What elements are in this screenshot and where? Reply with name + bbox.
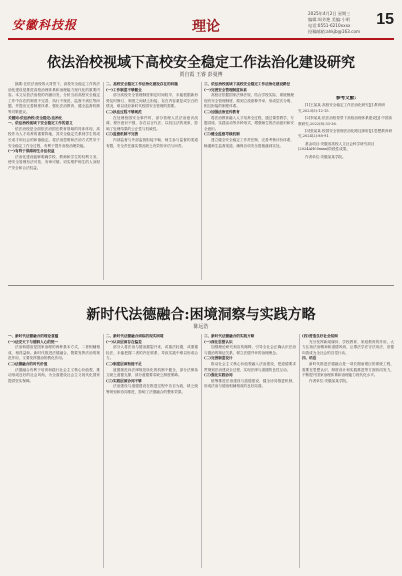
paragraph: 加强理论研究和宣传阐释，引导全社会正确认识法治与德治的辩证关系，树立法德并举的治理理念。 (204, 345, 296, 355)
paragraph: 推动社会主义核心价值观融入法治建设，把道德要求贯彻到法治建设全过程，实现法律与道德的良性互动。 (204, 361, 296, 372)
article2-column-2 (106, 334, 198, 570)
section-title: 理论 (192, 19, 220, 35)
section-heading: (一)法安天下与德润人心的统一 (8, 339, 59, 344)
section-heading: (一)深化思想认识 (204, 339, 233, 344)
reference-item: [2]李某某.依法治校背景下高校治理体系建设[J].中国高教研究,2022(8):33-36. (298, 116, 393, 126)
article1-column-3 (204, 82, 294, 282)
paragraph: 充分发挥新闻媒体、学校教育、家庭教育的作用，大力弘扬法治精神和道德风尚，让尊法学法守法用法、崇德向善成为全社会的自觉行动。 (302, 339, 394, 355)
header-rule (8, 38, 394, 40)
section-heading: (三)强化实践协同 (204, 373, 233, 378)
column-divider (299, 334, 300, 568)
references-sidebar (298, 96, 394, 276)
article1-column-1 (8, 82, 100, 282)
article2-title: 新时代法德融合:困境洞察与实践方略 (86, 307, 316, 323)
section-heading: (三)监督机制不完善 (106, 132, 139, 137)
paragraph: 关键词:依法治校;安全稳定;法治化 (8, 115, 63, 120)
section-heading: 三、依法治校视域下高校安全稳定工作法治化建设路径 (204, 82, 291, 86)
section-heading: 二、新时代法德融合面临的现实困境 (106, 334, 164, 338)
section-heading: (二)完善制度设计 (204, 356, 233, 361)
paragraph: 道德规范向法律规范转化的机制不健全，部分法律条文缺乏道德支撑，部分道德要求缺乏制度保障。 (106, 367, 198, 378)
paragraph: 摘要:在依法治校的大背景下，高校安全稳定工作的法治化建设是推进高校治理体系和治理能力现代化的重要内容。本文从依法治校的内涵出发，分析当前高校安全稳定工作中存在的制度不完善、执行不规范、监督不到位等问题，并提出完善制度体系、强化法治教育、健全监督机制等对策建议。 (8, 82, 100, 114)
issue-info (308, 11, 370, 35)
paragraph: 法治建设与道德建设在推进过程中各自为政，缺乏统筹规划和协同推进，影响了法德融合的整体效果。 (106, 384, 198, 394)
issue-date: 2025年4月2日 星期三 (308, 11, 351, 16)
section-heading: (四)营造良好社会氛围 (302, 334, 338, 338)
section-heading: (一)完善安全管理制度体系 (204, 87, 247, 92)
section-heading: 一、依法治校视域下安全稳定工作的意义 (8, 121, 73, 126)
section-heading: (二)执法过程不够规范 (106, 109, 142, 114)
phone-line: 电话:0551-6210xxxx (308, 23, 351, 28)
author-affiliation: 作者单位:安徽某某学院。 (309, 378, 350, 383)
article2-column-4 (302, 334, 394, 570)
paragraph: 新时代推进法德融合是一项长期而艰巨的系统工程，需要在思想认识、制度设计和实践推进等方面协同发力，不断提升国家治理体系和治理能力现代化水平。 (302, 361, 394, 378)
section-heading: (一)有利于保障师生合法权益 (8, 149, 55, 154)
reference-item: [1]王某某.高校安全稳定工作法治化研究[J].教育研究,2023(5):12-15. (298, 103, 385, 113)
article1-title: 依法治校视域下高校安全稳定工作法治化建设研究 (47, 55, 355, 71)
article2-column-1 (8, 334, 100, 570)
column-divider (103, 82, 104, 280)
section-heading: (二)制度层面衔接不足 (106, 361, 142, 366)
column-divider (201, 82, 202, 280)
paragraph: 高校应依据国家法律法规，结合学校实际，系统梳理现有安全管理制度，做到立改废释并举，形成层次分明、相互衔接的制度体系。 (204, 93, 294, 109)
paragraph: 部分人将法治与德治割裂开来，或重法轻德，或重德轻法，未能把握二者的内在联系，导致实践中难以形成合力。 (106, 345, 198, 361)
section-heading: 一、新时代法德融合的理论意蕴 (8, 334, 59, 338)
newspaper-logo: 安徽科技报 (12, 18, 78, 32)
section-heading: 四、结语 (302, 356, 317, 361)
section-heading: (一)工作制度不够健全 (106, 87, 142, 92)
article2-column-3 (204, 334, 296, 570)
paragraph: 在处理校园安全事件时，部分管理人员法治意识淡薄，程序意识不强，存在以言代法、以权压法的现象，影响了处理结果的公正性与权威性。 (106, 115, 198, 131)
paragraph: 法治化建设能够明确学校、教师和学生的权利义务，使安全管理有法可依、有章可循，切实维护师生的人身财产安全和合法权益。 (8, 154, 100, 170)
section-heading: (二)加强法治宣传教育 (204, 109, 240, 114)
article1-byline: 贾自霞 王睿 彭曼博 (179, 72, 223, 78)
paragraph: 法德融合有利于培育和践行社会主义核心价值观，推动形成良好的社会风尚，为全面建设社会主义现代化国家提供坚实保障。 (8, 367, 100, 383)
section-heading: (三)实践层面协同不够 (106, 378, 142, 383)
paragraph: 建立健全安全稳定工作责任制，完善考核评价体系，畅通师生监督渠道，确保各项安全措施落到实处。 (204, 137, 294, 148)
references-label: 参考文献: (335, 96, 357, 101)
article1-column-2 (106, 82, 198, 282)
paragraph: 统筹推进法治建设与道德建设，健全协同推进机制，形成法治与德治相辅相成的良好局面。 (204, 378, 296, 389)
section-heading: 二、高校安全稳定工作法治化建设存在的问题 (106, 82, 178, 86)
email-line: 投稿邮箱:ahkjb@163.com (308, 29, 361, 34)
column-divider (201, 334, 202, 568)
section-heading: (二)法德融合的时代价值 (8, 361, 48, 366)
paragraph: 将法治教育融入人才培养全过程，通过课堂教学、专题讲座、实践活动等多种形式，增强师生的法治意识和安全意识。 (204, 115, 294, 131)
article-divider (8, 285, 394, 286)
section-heading: 三、新时代法德融合的实践方略 (204, 334, 255, 338)
article2-byline: 陈远浩 (193, 324, 209, 330)
reference-item: [3]张某某.校园安全管理法治化路径探析[J].思想教育研究,2024(2):88-91. (298, 129, 393, 139)
editor-line: 编辑:周芳艳 美编:小明 (308, 17, 350, 22)
author-affiliation: 作者单位:安徽某某学院。 (305, 154, 346, 159)
section-heading: (一)认识层面存在偏差 (106, 339, 142, 344)
funding-note: 基金项目:安徽省高校人文社会科学研究项目(2024AH05xxxx)阶段性成果。 (298, 141, 375, 152)
masthead (8, 4, 394, 38)
section-heading: (三)健全监督考核机制 (204, 132, 240, 137)
paragraph: 部分高校安全管理制度制定时间较早，未能根据新形势及时修订，制度之间缺乏衔接，存在内容重复或空白的情况，难以适应新时代校园安全管理的需要。 (106, 93, 198, 109)
paragraph: 依法治校是全面依法治国在教育领域的具体体现，高校作为人才培养的重要阵地，其安全稳定关系到学生的成长成才和社会的和谐稳定。将法治思维和法治方式贯穿于安全稳定工作全过程，有利于提升高校治理效能。 (8, 126, 100, 148)
paragraph: 内部监督与外部监督衔接不畅，师生参与监督的渠道有限，安全责任落实情况缺乏有效的评估与问责。 (106, 137, 198, 148)
page-number: 15 (376, 11, 394, 28)
paragraph: 法治和德治是国家治理的两种基本方式，二者相辅相成、相得益彰。新时代推进法德融合，既要发挥法治的规范作用，又要发挥德治的教化作用。 (8, 345, 100, 361)
column-divider (103, 334, 104, 568)
